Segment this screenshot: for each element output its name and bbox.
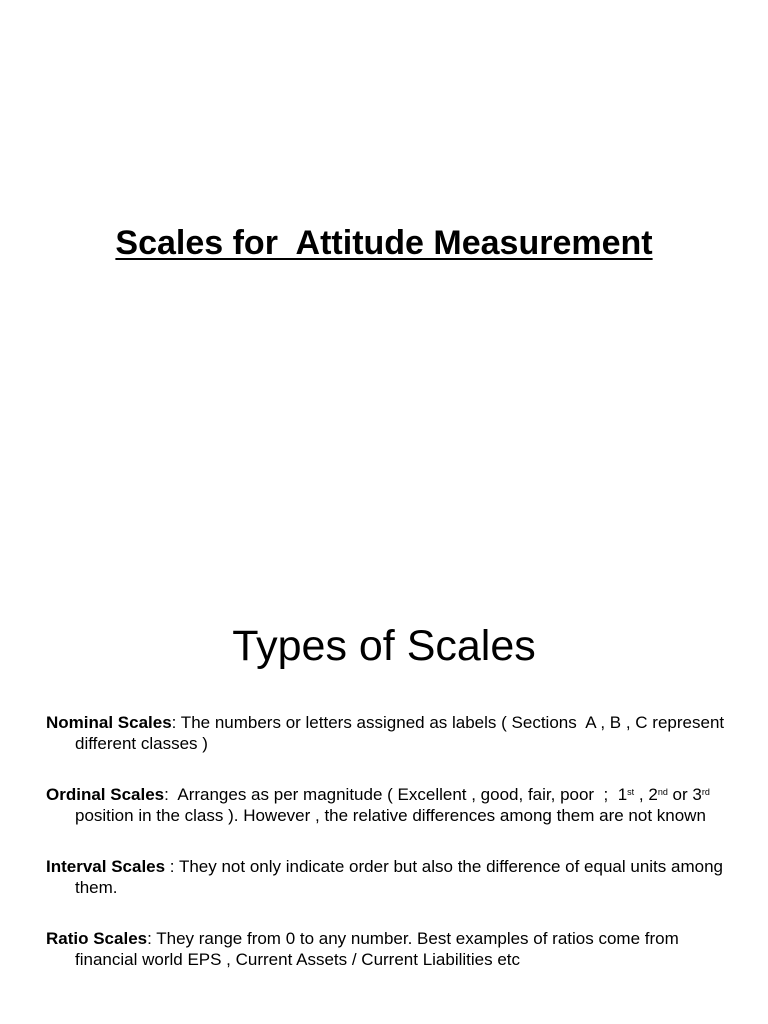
list-item-nominal [46,712,736,754]
scale-name: Ordinal Scales [46,785,165,804]
main-title: Scales for Attitude Measurement [115,224,653,262]
ordinal-suffix: nd [657,787,668,797]
ordinal-suffix: rd [701,787,710,797]
list-item-ratio [46,928,736,970]
list-item-interval [46,856,736,898]
scale-name: Ratio Scales [46,929,148,948]
section-title: Types of Scales [232,622,536,670]
ordinal-suffix: st [627,787,635,797]
scale-description: : The numbers or letters assigned as labels ( Sections A , B , C represent different classes ) [75,713,729,753]
scale-description: position in the class ). However , the relative differences among them are not known [75,785,715,825]
scale-name: Interval Scales [46,857,166,876]
scale-description: : They range from 0 to any number. Best examples of ratios come from financial world EPS , Current Assets / Current Liabilities etc [75,929,684,969]
scale-description: or 3 [667,785,702,804]
scale-description: : They not only indicate order but also the difference of equal units among them. [75,857,728,897]
scale-description: , 2 [634,785,658,804]
types-slide [0,512,768,1024]
scale-list [46,712,736,970]
scale-description: : Arranges as per magnitude ( Excellent , good, fair, poor ; 1 [164,785,628,804]
scale-name: Nominal Scales [46,713,172,732]
list-item-ordinal [46,784,736,826]
